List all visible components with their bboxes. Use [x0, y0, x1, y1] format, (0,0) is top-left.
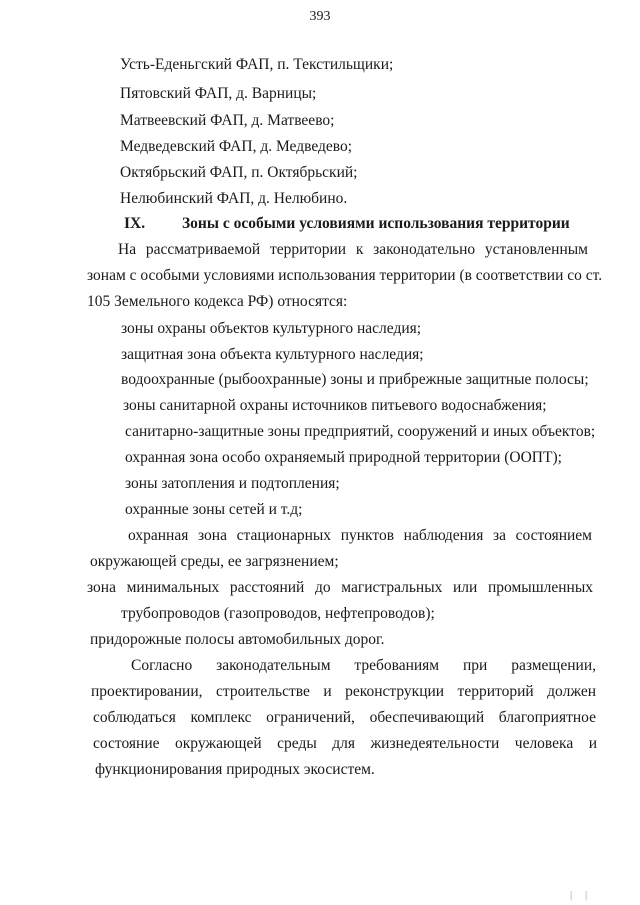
- conclusion-line: соблюдаться комплекс ограничений, обеспечивающий благоприятное: [93, 709, 596, 726]
- conclusion-line: функционирования природных экосистем.: [95, 761, 375, 778]
- zone-item: водоохранные (рыбоохранные) зоны и прибрежные защитные полосы;: [121, 371, 589, 388]
- intro-line: 105 Земельного кодекса РФ) относятся:: [87, 293, 348, 310]
- zone-item: защитная зона объекта культурного наследия;: [121, 346, 424, 363]
- zone-item: охранная зона особо охраняемый природной территории (ООПТ);: [125, 449, 562, 466]
- fap-item: Матвеевский ФАП, д. Матвеево;: [120, 112, 335, 129]
- fap-item: Нелюбинский ФАП, д. Нелюбино.: [120, 190, 348, 207]
- intro-line: На рассматриваемой территории к законодательно установленным: [118, 241, 588, 258]
- fap-item: Усть-Еденьгский ФАП, п. Текстильщики;: [120, 56, 394, 73]
- zone-item: зоны санитарной охраны источников питьевого водоснабжения;: [123, 397, 547, 414]
- page-number: 393: [309, 9, 331, 24]
- fap-item: Медведевский ФАП, д. Медведево;: [120, 138, 353, 155]
- monitoring-line: охранная зона стационарных пунктов наблюдения за состоянием: [128, 527, 592, 544]
- intro-line: зонам с особыми условиями использования территории (в соответствии со ст.: [87, 267, 603, 284]
- zone-item: охранные зоны сетей и т.д;: [125, 501, 303, 518]
- monitoring-line: окружающей среды, ее загрязнением;: [90, 553, 339, 570]
- fap-item: Октябрьский ФАП, п. Октябрьский;: [120, 164, 358, 181]
- section-number: IX.: [124, 215, 146, 232]
- pipeline-line: трубопроводов (газопроводов, нефтепроводов);: [121, 605, 435, 622]
- section-title: Зоны с особыми условиями использования территории: [182, 215, 570, 232]
- conclusion-line: состояние окружающей среды для жизнедеятельности человека и: [93, 735, 597, 752]
- scan-marks: | |: [570, 889, 593, 901]
- section-heading: [124, 214, 570, 234]
- zone-item: зоны затопления и подтопления;: [125, 475, 340, 492]
- zone-item: санитарно-защитные зоны предприятий, сооружений и иных объектов;: [125, 423, 596, 440]
- fap-item: Пятовский ФАП, д. Варницы;: [120, 85, 317, 102]
- conclusion-line: проектировании, строительстве и реконструкции территорий должен: [91, 683, 596, 700]
- zone-item: зоны охраны объектов культурного наследия;: [121, 320, 422, 337]
- roadside-line: придорожные полосы автомобильных дорог.: [90, 631, 385, 648]
- conclusion-line: Согласно законодательным требованиям при размещении,: [131, 657, 596, 674]
- pipeline-line: зона минимальных расстояний до магистральных или промышленных: [87, 579, 593, 596]
